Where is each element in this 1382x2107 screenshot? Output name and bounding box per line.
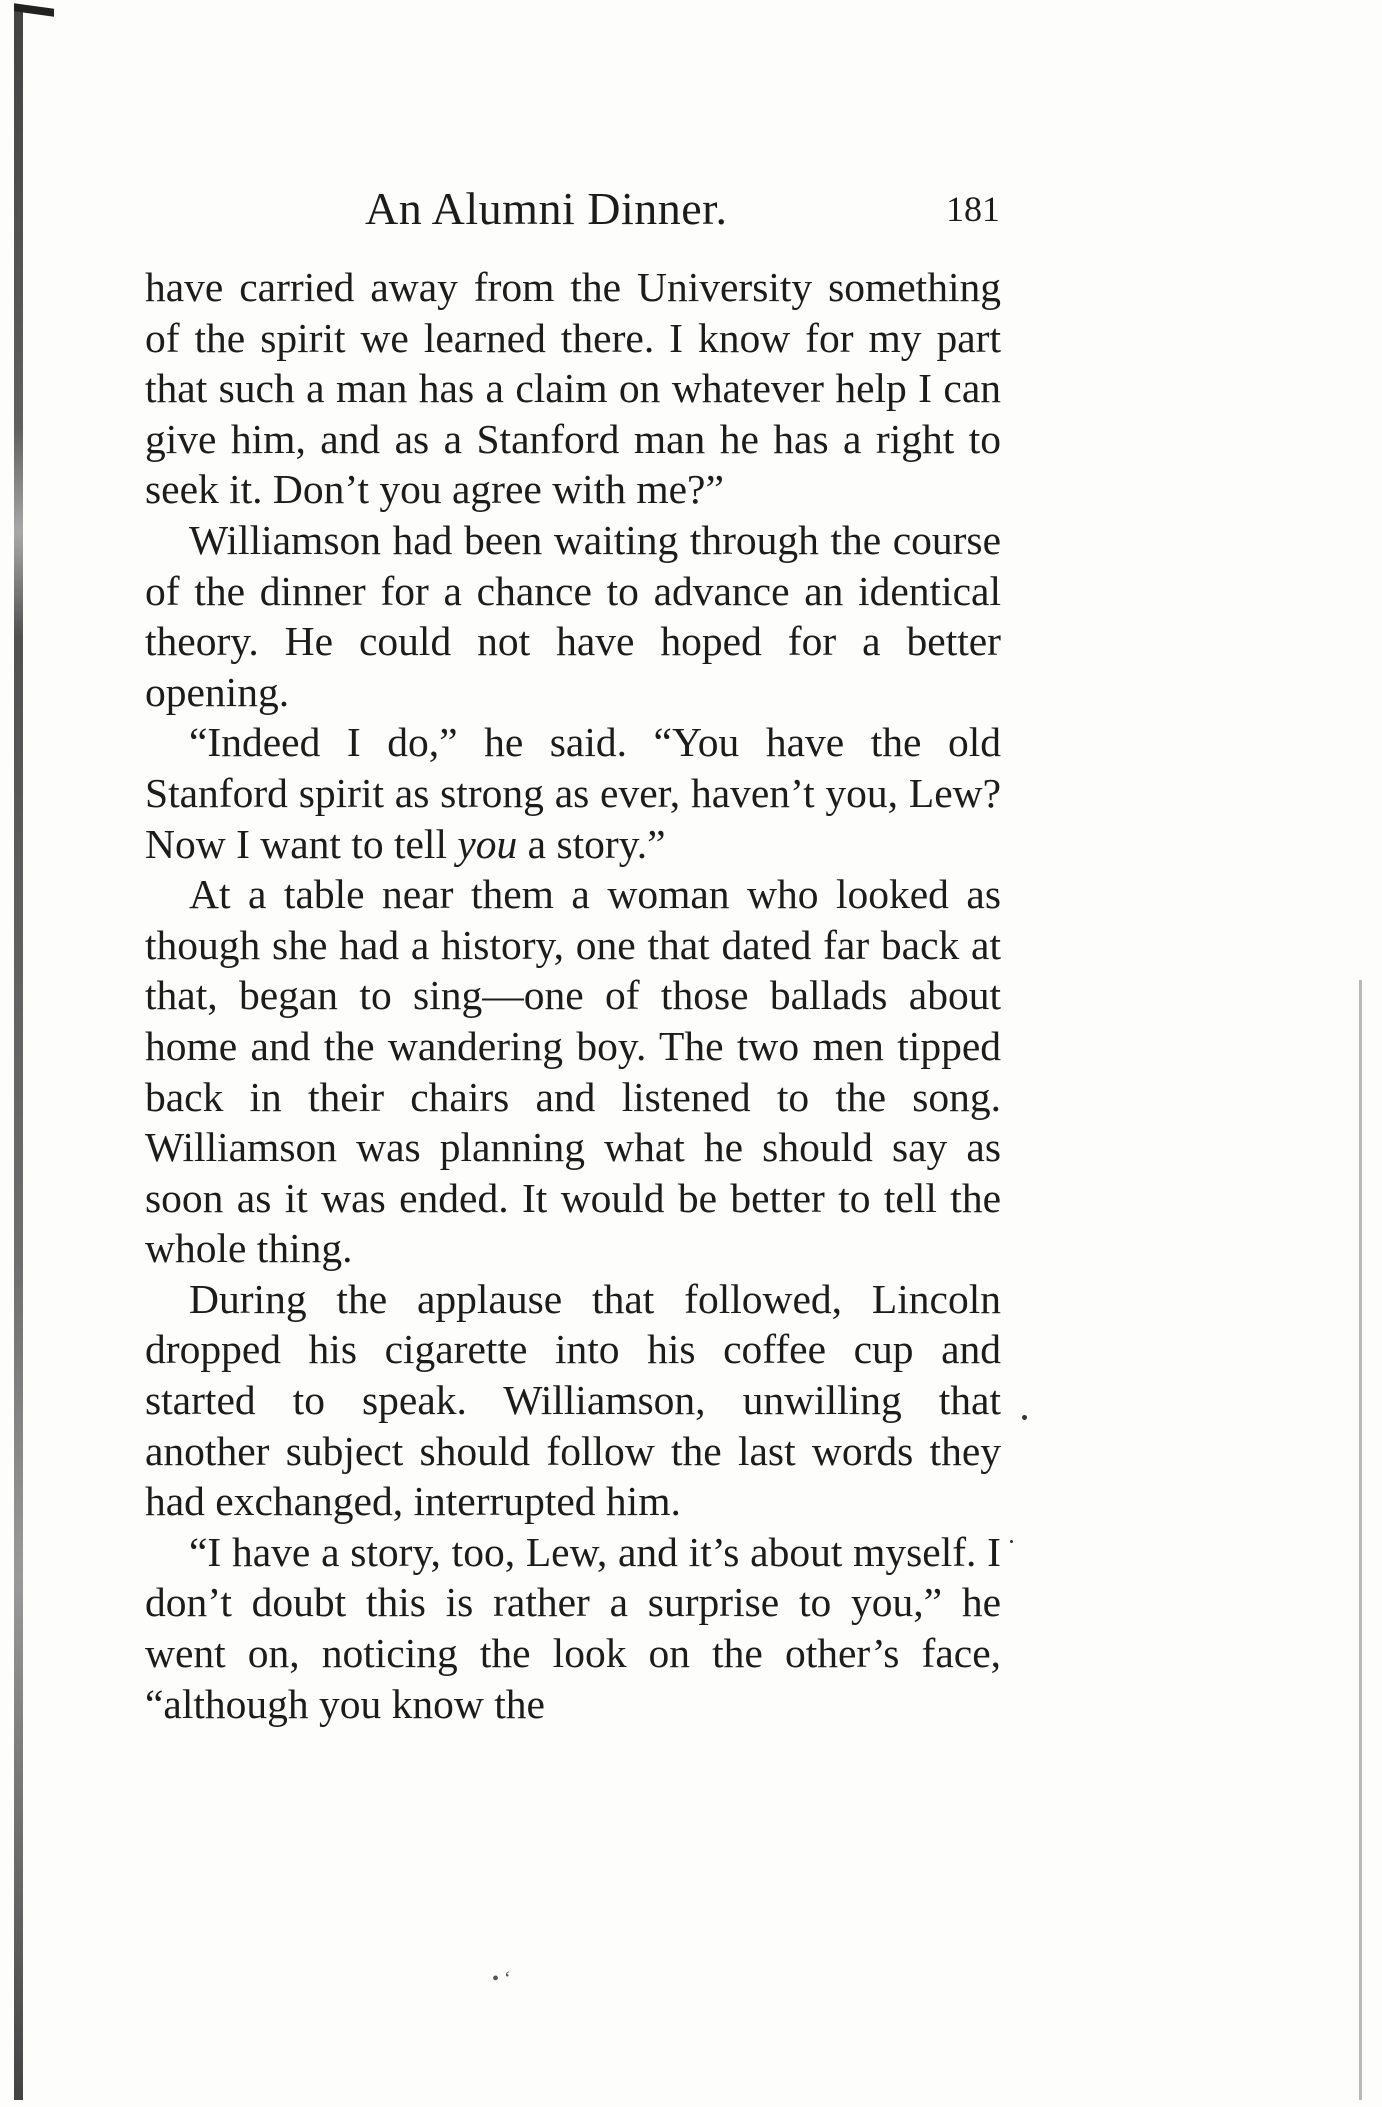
paragraph <box>145 717 1001 869</box>
paragraph: During the applause that followed, Lincoln dropped his cigarette into his coffee cup and started to speak. Williamson, unwilling that another subject should follow the last words they had exchanged, interrupted him. <box>145 1275 1001 1525</box>
scan-edge-right <box>1359 980 1362 2100</box>
running-head-title: An Alumni Dinner. <box>365 183 728 234</box>
paragraph-text: a story.” <box>517 820 666 867</box>
paragraph: “I have a story, too, Lew, and it’s about myself. I don’t doubt this is rather a surprise to you,” he went on, noticing the look on the other’s face, “although you know the <box>145 1528 1001 1727</box>
footer-mark: • ‘ <box>492 1968 511 1990</box>
emphasis-text: you <box>457 820 518 867</box>
page-number: 181 <box>946 189 1000 229</box>
paragraph: have carried away from the University something of the spirit we learned there. I know for my part that such a man has a claim on whatever help I can give him, and as a Stanford man he has a right to seek it. Don’t you agree with me?” <box>145 264 1001 513</box>
ink-speck <box>1010 1540 1013 1543</box>
body-text <box>145 262 1001 1729</box>
scan-edge-left <box>14 10 23 2100</box>
running-head <box>150 182 1000 242</box>
paragraph-text: “Indeed I do,” he said. “You have the old Stanford spirit as strong as ever, haven’t you, Lew? Now I want to tell <box>145 719 1001 867</box>
ink-speck <box>1022 1415 1027 1420</box>
paragraph: Williamson had been waiting through the course of the dinner for a chance to advance an identical theory. He could not have hoped for a better opening. <box>145 516 1001 715</box>
paragraph: At a table near them a woman who looked as though she had a history, one that dated far back at that, began to sing—one of those ballads about home and the wandering boy. The two men tipped back in their chairs and listened to the song. Williamson was planning what he should say as soon as it was ended. It would be better to tell the whole thing. <box>145 871 1001 1272</box>
